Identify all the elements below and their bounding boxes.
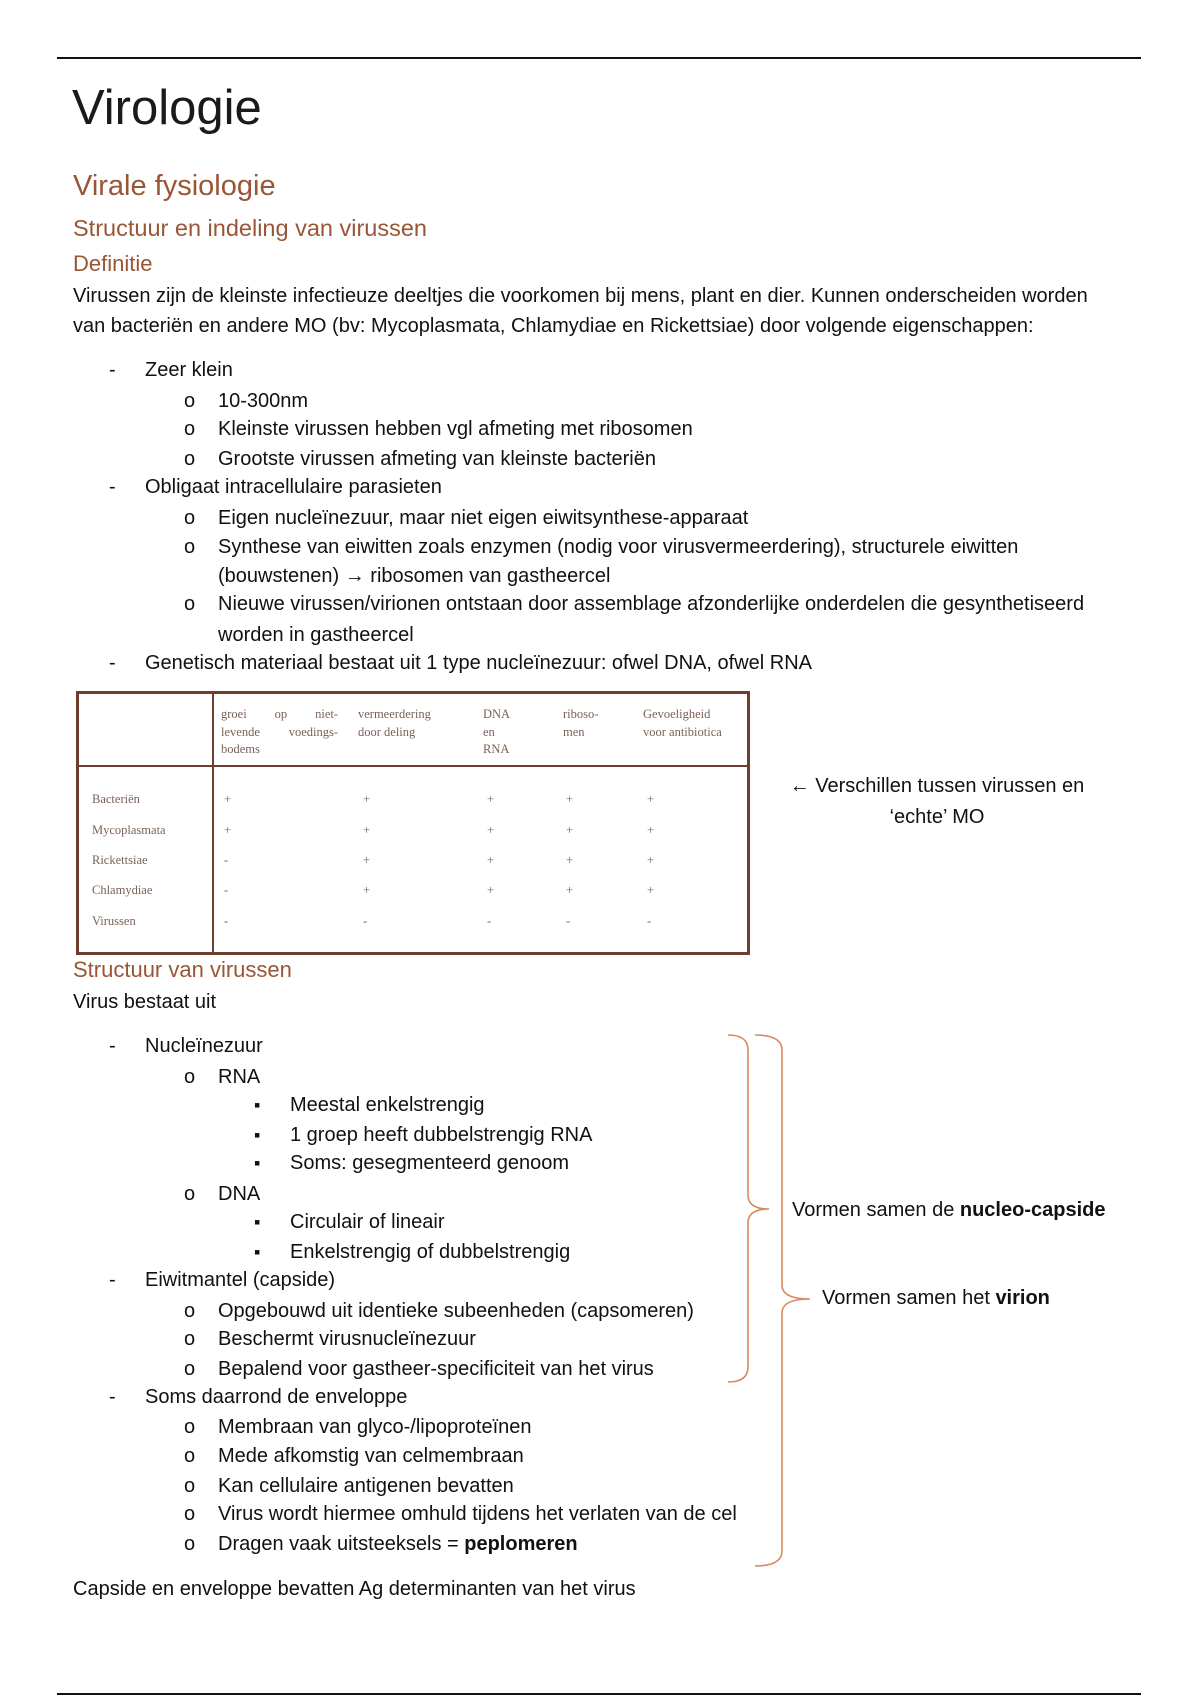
bottom-rule xyxy=(57,1693,1141,1695)
brace-label-bold-term: virion xyxy=(995,1287,1050,1309)
table-header-line: door deling xyxy=(358,724,416,739)
table-header-gevoeligheid xyxy=(643,706,743,741)
list-item: Nieuwe virussen/virionen ontstaan door assemblage afzonderlijke onderdelen die gesynthetiseerd xyxy=(218,593,1085,615)
list-item: Eigen nucleïnezuur, maar niet eigen eiwitsynthese-apparaat xyxy=(218,507,749,529)
table-header-line: en xyxy=(483,724,495,739)
list-item: Synthese van eiwitten zoals enzymen (nodig voor virusvermeerdering), structurele eiwitten xyxy=(218,536,1019,558)
table-cell: + xyxy=(363,823,371,837)
table-row-label: Virussen xyxy=(92,914,136,928)
list-item: Genetisch materiaal bestaat uit 1 type nucleïnezuur: ofwel DNA, ofwel RNA xyxy=(145,652,812,674)
brace-label-text: Vormen samen de xyxy=(792,1199,960,1221)
list-item-continuation: (bouwstenen) → ribosomen van gastheercel xyxy=(218,565,611,587)
table-cell: - xyxy=(224,883,229,897)
table-cell: + xyxy=(487,883,495,897)
list-item: Kan cellulaire antigenen bevatten xyxy=(218,1475,514,1497)
square-bullet: ▪ xyxy=(254,1212,261,1232)
table-cell: + xyxy=(647,823,655,837)
page-title: Virologie xyxy=(72,81,262,135)
list-item: Circulair of lineair xyxy=(290,1211,445,1233)
circle-bullet: o xyxy=(184,1475,196,1497)
table-header-line: DNA xyxy=(483,707,511,721)
list-item: Enkelstrengig of dubbelstrengig xyxy=(290,1241,571,1263)
table-cell: + xyxy=(224,792,232,806)
dash-bullet: - xyxy=(109,1035,116,1057)
circle-bullet: o xyxy=(184,593,196,615)
list-item: DNA xyxy=(218,1183,261,1205)
table-cell: + xyxy=(647,792,655,806)
square-bullet: ▪ xyxy=(254,1095,261,1115)
heading-structuur-indeling: Structuur en indeling van virussen xyxy=(73,215,428,241)
list-item: Soms daarrond de enveloppe xyxy=(145,1386,408,1408)
table-cell: - xyxy=(363,914,368,928)
top-rule xyxy=(57,57,1141,59)
list-item: Nucleïnezuur xyxy=(145,1035,263,1057)
dash-bullet: - xyxy=(109,476,116,498)
table-cell: + xyxy=(487,792,495,806)
brace-virion xyxy=(755,1035,810,1566)
dash-bullet: - xyxy=(109,1269,116,1291)
table-cell: - xyxy=(647,914,652,928)
dash-bullet: - xyxy=(109,1386,116,1408)
table-cell: + xyxy=(487,823,495,837)
table-header-line: Gevoeligheid xyxy=(643,707,711,721)
table-header-ribosomen xyxy=(563,706,613,741)
dash-bullet: - xyxy=(109,359,116,381)
list-item: 1 groep heeft dubbelstrengig RNA xyxy=(290,1124,593,1146)
list-item: Kleinste virussen hebben vgl afmeting met ribosomen xyxy=(218,418,693,440)
list-item: Zeer klein xyxy=(145,359,233,381)
table-cell: - xyxy=(487,914,492,928)
list-item: 10-300nm xyxy=(218,390,309,412)
table-row-label: Mycoplasmata xyxy=(92,823,166,837)
definition-line: Virussen zijn de kleinste infectieuze deeltjes die voorkomen bij mens, plant en dier. Kunnen onderscheiden worden xyxy=(73,285,1088,307)
table-header-line: levende voedings- xyxy=(221,724,338,739)
list-item: Opgebouwd uit identieke subeenheden (capsomeren) xyxy=(218,1300,694,1322)
list-item: Mede afkomstig van celmembraan xyxy=(218,1445,524,1467)
square-bullet: ▪ xyxy=(254,1242,261,1262)
table-header-line: groei op niet- xyxy=(221,707,338,721)
list-item: RNA xyxy=(218,1066,261,1088)
circle-bullet: o xyxy=(184,1445,196,1467)
circle-bullet: o xyxy=(184,1300,196,1322)
circle-bullet: o xyxy=(184,507,196,529)
table-cell: + xyxy=(363,853,371,867)
list-item: Eiwitmantel (capside) xyxy=(145,1269,336,1291)
list-item: Membraan van glyco-/lipoproteïnen xyxy=(218,1416,532,1438)
brace-label-nucleocapside xyxy=(792,1197,1105,1223)
heading-virale-fysiologie: Virale fysiologie xyxy=(73,170,276,202)
table-header-line: bodems xyxy=(221,742,260,756)
heading-definitie: Definitie xyxy=(73,251,153,276)
table-cell: + xyxy=(647,853,655,867)
circle-bullet: o xyxy=(184,418,196,440)
table-header-divider xyxy=(79,765,747,767)
table-cell: + xyxy=(566,792,574,806)
brace-nucleocapside xyxy=(728,1035,769,1382)
table-row-label: Rickettsiae xyxy=(92,853,148,867)
circle-bullet: o xyxy=(184,1416,196,1438)
brace-label-virion xyxy=(822,1285,1050,1311)
circle-bullet: o xyxy=(184,1066,196,1088)
definition-line: van bacteriën en andere MO (bv: Mycoplasmata, Chlamydiae en Rickettsiae) door volgende eigenschappen: xyxy=(73,315,1034,337)
list-item-bold-term: peplomeren xyxy=(464,1533,578,1555)
table-cell: + xyxy=(224,823,232,837)
circle-bullet: o xyxy=(184,1183,196,1205)
list-item: Meestal enkelstrengig xyxy=(290,1094,485,1116)
table-cell: - xyxy=(224,853,229,867)
circle-bullet: o xyxy=(184,448,196,470)
structure-conclusion: Capside en enveloppe bevatten Ag determinanten van het virus xyxy=(73,1578,636,1600)
list-item-text: Dragen vaak uitsteeksels = xyxy=(218,1533,465,1555)
table-cell: + xyxy=(363,792,371,806)
square-bullet: ▪ xyxy=(254,1125,261,1145)
list-item: Soms: gesegmenteerd genoom xyxy=(290,1152,570,1174)
list-item: Virus wordt hiermee omhuld tijdens het verlaten van de cel xyxy=(218,1503,737,1525)
table-header-line: voor antibiotica xyxy=(643,724,722,739)
heading-structuur-van-virussen: Structuur van virussen xyxy=(73,957,292,982)
table-header-line: riboso- xyxy=(563,707,599,721)
table-cell: + xyxy=(487,853,495,867)
table-header-groei xyxy=(221,706,338,759)
dash-bullet: - xyxy=(109,652,116,674)
table-cell: + xyxy=(566,883,574,897)
circle-bullet: o xyxy=(184,1358,196,1380)
brace-label-bold-term: nucleo-capside xyxy=(959,1199,1106,1221)
list-item-continuation: worden in gastheercel xyxy=(218,624,414,646)
table-side-note: ← Verschillen tussen virussen en xyxy=(789,775,1085,797)
circle-bullet: o xyxy=(184,1503,196,1525)
circle-bullet: o xyxy=(184,1533,196,1555)
table-cell: - xyxy=(566,914,571,928)
table-cell: + xyxy=(647,883,655,897)
table-header-line: RNA xyxy=(483,742,510,756)
circle-bullet: o xyxy=(184,1328,196,1350)
table-header-line: men xyxy=(563,724,585,739)
table-header-line: vermeerdering xyxy=(358,707,431,721)
square-bullet: ▪ xyxy=(254,1153,261,1173)
circle-bullet: o xyxy=(184,390,196,412)
table-cell: + xyxy=(363,883,371,897)
brace-label-text: Vormen samen het xyxy=(822,1287,996,1309)
table-side-note: ‘echte’ MO xyxy=(889,806,985,828)
table-column-divider xyxy=(212,694,214,952)
list-item xyxy=(218,1531,578,1557)
structure-intro: Virus bestaat uit xyxy=(73,991,217,1013)
table-cell: + xyxy=(566,853,574,867)
list-item: Beschermt virusnucleïnezuur xyxy=(218,1328,476,1350)
list-item: Grootste virussen afmeting van kleinste bacteriën xyxy=(218,448,656,470)
table-cell: + xyxy=(566,823,574,837)
table-cell: - xyxy=(224,914,229,928)
comparison-table xyxy=(76,691,750,955)
table-row-label: Bacteriën xyxy=(92,792,140,806)
table-header-vermeerdering xyxy=(358,706,458,741)
list-item: Bepalend voor gastheer-specificiteit van het virus xyxy=(218,1358,654,1380)
table-header-dna-rna xyxy=(483,706,523,759)
table-row-label: Chlamydiae xyxy=(92,883,153,897)
circle-bullet: o xyxy=(184,536,196,558)
list-item: Obligaat intracellulaire parasieten xyxy=(145,476,442,498)
